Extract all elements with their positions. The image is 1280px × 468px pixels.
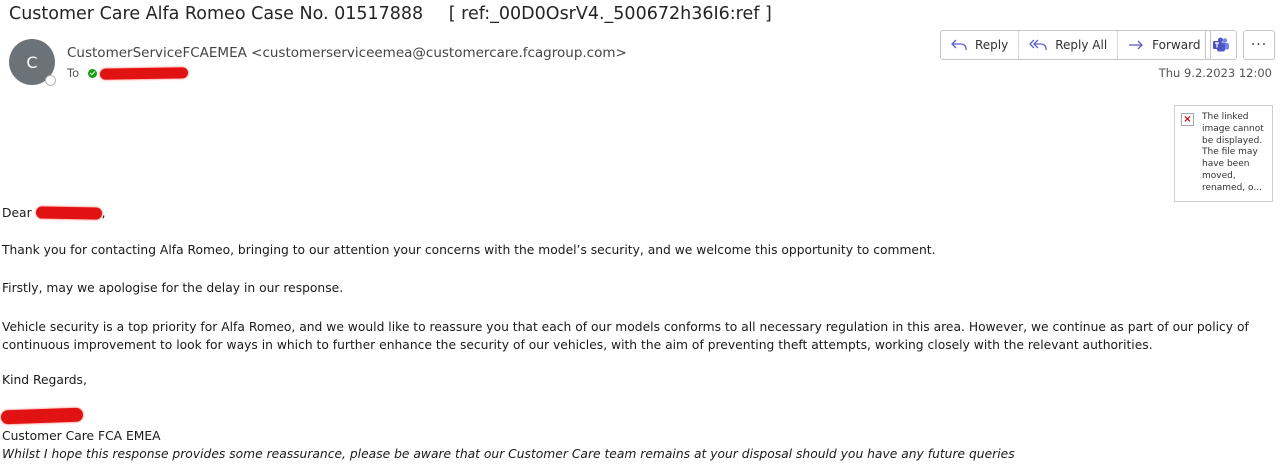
- sender-name[interactable]: CustomerServiceFCAEMEA: [67, 45, 247, 61]
- forward-label: Forward: [1152, 38, 1201, 52]
- sent-date: Thu 9.2.2023 12:00: [1158, 66, 1272, 80]
- forward-button[interactable]: [1118, 31, 1210, 59]
- body-paragraph-3: Vehicle security is a top priority for Alfa Romeo, and we would like to reassure you that each of our models conforms to all necessary regulation in this area. However, we continue as part of our policy of continuous improvement to look for ways in which to further enhance the security of our vehicles, with the aim of preventing theft attempts, working closely with the relevant authorities.: [2, 320, 1249, 352]
- message-actions: [940, 30, 1211, 60]
- body-paragraph-2: Firstly, may we apologise for the delay in our response.: [2, 281, 344, 295]
- reply-button[interactable]: [941, 31, 1019, 59]
- greeting: Dear: [2, 206, 32, 220]
- teams-icon: [1212, 37, 1230, 53]
- avatar[interactable]: [9, 39, 55, 85]
- footer-note: Whilst I hope this response provides some reassurance, please be aware that our Customer Care team remains at your disposal should you have any future queries: [2, 447, 1015, 461]
- signature-team: Customer Care FCA EMEA: [2, 429, 161, 443]
- subject-text: Customer Care Alfa Romeo Case No. 01517888: [9, 4, 424, 24]
- email-subject: [9, 4, 772, 24]
- recipient-line: [67, 66, 188, 80]
- sender[interactable]: [67, 45, 627, 61]
- verified-icon: [88, 69, 97, 78]
- presence-status-icon: [45, 75, 56, 86]
- redacted-recipient: [100, 67, 188, 80]
- closing: Kind Regards,: [2, 373, 87, 387]
- reply-label: Reply: [975, 38, 1009, 52]
- redacted-signature: [1, 408, 83, 425]
- more-actions-button[interactable]: [1243, 30, 1275, 60]
- avatar-initial: C: [26, 52, 38, 72]
- forward-icon: [1127, 38, 1145, 52]
- broken-image-message: The linked image cannot be displayed. The file may have been moved, renamed, o...: [1202, 112, 1264, 193]
- greeting-line: Dear ,: [2, 206, 106, 220]
- teams-button[interactable]: [1205, 30, 1237, 60]
- sender-email: <customerserviceemea@customercare.fcagroup.com>: [251, 45, 627, 61]
- body-paragraph-1: Thank you for contacting Alfa Romeo, bringing to our attention your concerns with the model’s security, and we welcome this opportunity to comment.: [2, 243, 936, 257]
- reply-all-label: Reply All: [1055, 38, 1108, 52]
- reply-icon: [950, 38, 968, 52]
- redacted-name: [36, 206, 102, 219]
- subject-ref: [ ref:_00D0OsrV4._500672h36I6:ref ]: [448, 4, 772, 24]
- more-icon: ···: [1250, 37, 1268, 53]
- reply-all-button[interactable]: [1019, 31, 1118, 59]
- broken-image-icon: ×: [1181, 113, 1194, 126]
- to-label: To: [67, 66, 80, 80]
- reply-all-icon: [1028, 38, 1048, 52]
- broken-image-placeholder: [1174, 105, 1273, 202]
